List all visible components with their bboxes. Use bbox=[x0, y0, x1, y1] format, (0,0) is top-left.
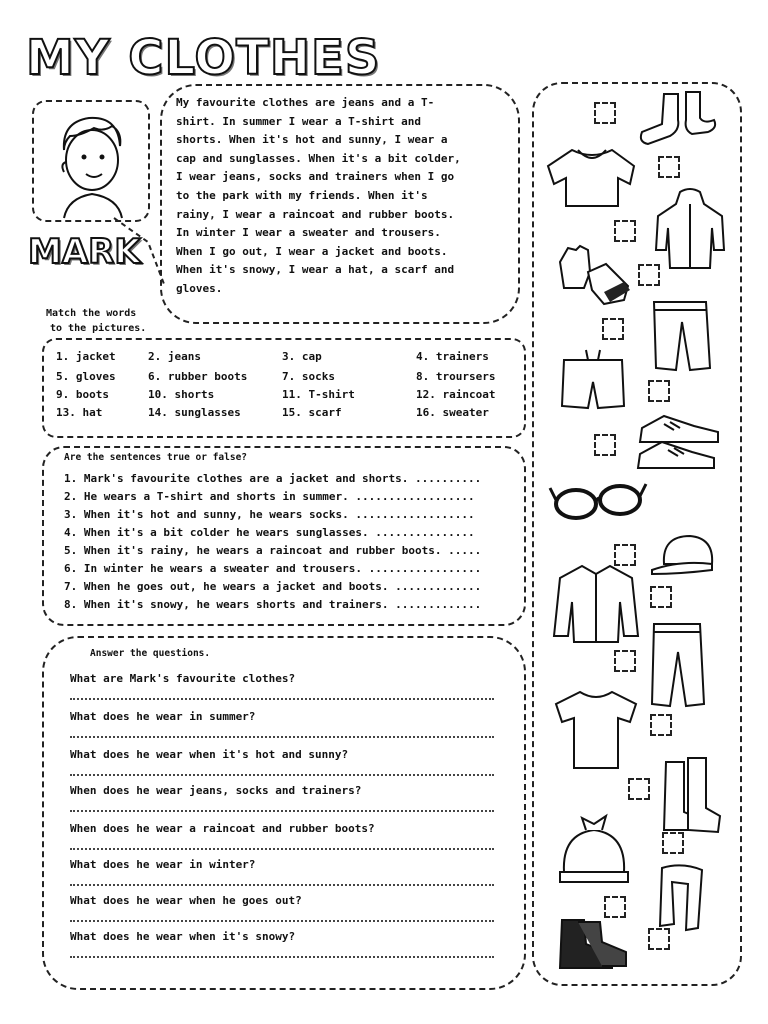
true-false-item: 6. In winter he wears a sweater and trousers. ................. bbox=[64, 562, 482, 575]
answer-line[interactable] bbox=[70, 848, 494, 850]
vocab-item: 11. T-shirt bbox=[282, 388, 355, 401]
trainers-icon bbox=[634, 406, 724, 480]
story-line: cap and sunglasses. When it's a bit colder, bbox=[176, 151, 461, 165]
vocab-item: 14. sunglasses bbox=[148, 406, 241, 419]
answer-box[interactable] bbox=[602, 318, 624, 340]
answer-line[interactable] bbox=[70, 810, 494, 812]
answer-box[interactable] bbox=[650, 714, 672, 736]
story-line: to the park with my friends. When it's bbox=[176, 188, 428, 202]
vocab-item: 2. jeans bbox=[148, 350, 201, 363]
question-item: What are Mark's favourite clothes? bbox=[70, 672, 296, 685]
answer-line[interactable] bbox=[70, 774, 494, 776]
answer-line[interactable] bbox=[70, 920, 494, 922]
story-line: I wear jeans, socks and trainers when I go bbox=[176, 170, 455, 184]
sweater-icon bbox=[544, 144, 640, 210]
story-line: gloves. bbox=[176, 281, 223, 295]
vocab-item: 3. cap bbox=[282, 350, 322, 363]
answer-line[interactable] bbox=[70, 736, 494, 738]
instruction-line: to the pictures. bbox=[50, 323, 147, 334]
sunglasses-icon bbox=[548, 478, 648, 528]
questions-heading: Answer the questions. bbox=[90, 648, 211, 659]
true-false-item: 4. When it's a bit colder he wears sunglasses. ............... bbox=[64, 526, 475, 539]
story-line: When I go out, I wear a jacket and boots. bbox=[176, 244, 448, 258]
socks-icon bbox=[634, 90, 718, 150]
vocab-item: 15. scarf bbox=[282, 406, 342, 419]
story-line: When it's snowy, I wear a hat, a scarf and bbox=[176, 263, 455, 277]
answer-line[interactable] bbox=[70, 956, 494, 958]
answer-box[interactable] bbox=[628, 778, 650, 800]
story-line: rainy, I wear a raincoat and rubber boots. bbox=[176, 207, 455, 221]
true-false-item: 3. When it's hot and sunny, he wears socks. .................. bbox=[64, 508, 475, 521]
boots-icon bbox=[554, 914, 634, 974]
boy-portrait bbox=[32, 100, 150, 222]
questions-box bbox=[42, 636, 526, 990]
raincoat-icon bbox=[650, 188, 730, 272]
scarf-icon bbox=[652, 864, 712, 934]
true-false-box bbox=[42, 446, 526, 626]
vocabulary-box bbox=[42, 338, 526, 438]
cap-icon bbox=[650, 530, 720, 582]
question-item: What does he wear when he goes out? bbox=[70, 894, 302, 907]
true-false-item: 5. When it's rainy, he wears a raincoat and rubber boots. ..... bbox=[64, 544, 482, 557]
vocab-item: 10. shorts bbox=[148, 388, 215, 401]
hat-icon bbox=[554, 812, 634, 888]
character-name: MARK bbox=[28, 232, 141, 272]
answer-line[interactable] bbox=[70, 698, 494, 700]
story-line: shorts. When it's hot and sunny, I wear a bbox=[176, 133, 448, 147]
tshirt-icon bbox=[554, 688, 640, 772]
vocab-item: 4. trainers bbox=[416, 350, 489, 363]
match-instruction bbox=[46, 306, 166, 336]
true-false-item: 1. Mark's favourite clothes are a jacket and shorts. .......... bbox=[64, 472, 482, 485]
question-item: When does he wear jeans, socks and trainers? bbox=[70, 784, 362, 797]
vocab-item: 16. sweater bbox=[416, 406, 489, 419]
question-item: What does he wear in summer? bbox=[70, 710, 256, 723]
vocab-item: 9. boots bbox=[56, 388, 109, 401]
answer-box[interactable] bbox=[614, 220, 636, 242]
question-item: When does he wear a raincoat and rubber boots? bbox=[70, 822, 375, 835]
instruction-line: Match the words bbox=[46, 308, 137, 319]
answer-box[interactable] bbox=[614, 650, 636, 672]
vocab-item: 12. raincoat bbox=[416, 388, 496, 401]
jeans-icon bbox=[650, 298, 714, 374]
pictures-panel bbox=[532, 82, 742, 986]
page-title: MY CLOTHES bbox=[26, 30, 381, 86]
question-item: What does he wear when it's snowy? bbox=[70, 930, 296, 943]
vocab-item: 7. socks bbox=[282, 370, 335, 383]
question-item: What does he wear when it's hot and sunny? bbox=[70, 748, 349, 761]
vocab-item: 5. gloves bbox=[56, 370, 116, 383]
vocab-item: 6. rubber boots bbox=[148, 370, 248, 383]
vocab-item: 1. jacket bbox=[56, 350, 116, 363]
answer-line[interactable] bbox=[70, 884, 494, 886]
answer-box[interactable] bbox=[594, 102, 616, 124]
true-false-item: 7. When he goes out, he wears a jacket and boots. ............. bbox=[64, 580, 482, 593]
jacket-icon bbox=[552, 562, 642, 646]
gloves-icon bbox=[554, 242, 644, 308]
vocab-item: 13. hat bbox=[56, 406, 103, 419]
true-false-item: 2. He wears a T-shirt and shorts in summer. .................. bbox=[64, 490, 475, 503]
story-line: In winter I wear a sweater and trousers. bbox=[176, 226, 441, 240]
shorts-icon bbox=[558, 352, 628, 416]
story-line: My favourite clothes are jeans and a T- bbox=[176, 96, 435, 109]
answer-box[interactable] bbox=[650, 586, 672, 608]
answer-box[interactable] bbox=[658, 156, 680, 178]
story-line: shirt. In summer I wear a T-shirt and bbox=[176, 114, 422, 128]
answer-box[interactable] bbox=[594, 434, 616, 456]
true-false-heading: Are the sentences true or false? bbox=[64, 452, 248, 463]
boy-face-icon bbox=[34, 102, 148, 220]
trousers-icon bbox=[648, 620, 708, 710]
story-text-box bbox=[160, 84, 520, 324]
question-item: What does he wear in winter? bbox=[70, 858, 256, 871]
answer-box[interactable] bbox=[648, 380, 670, 402]
vocab-item: 8. troursers bbox=[416, 370, 496, 383]
true-false-item: 8. When it's snowy, he wears shorts and trainers. ............. bbox=[64, 598, 482, 611]
rubber-boots-icon bbox=[658, 752, 724, 836]
